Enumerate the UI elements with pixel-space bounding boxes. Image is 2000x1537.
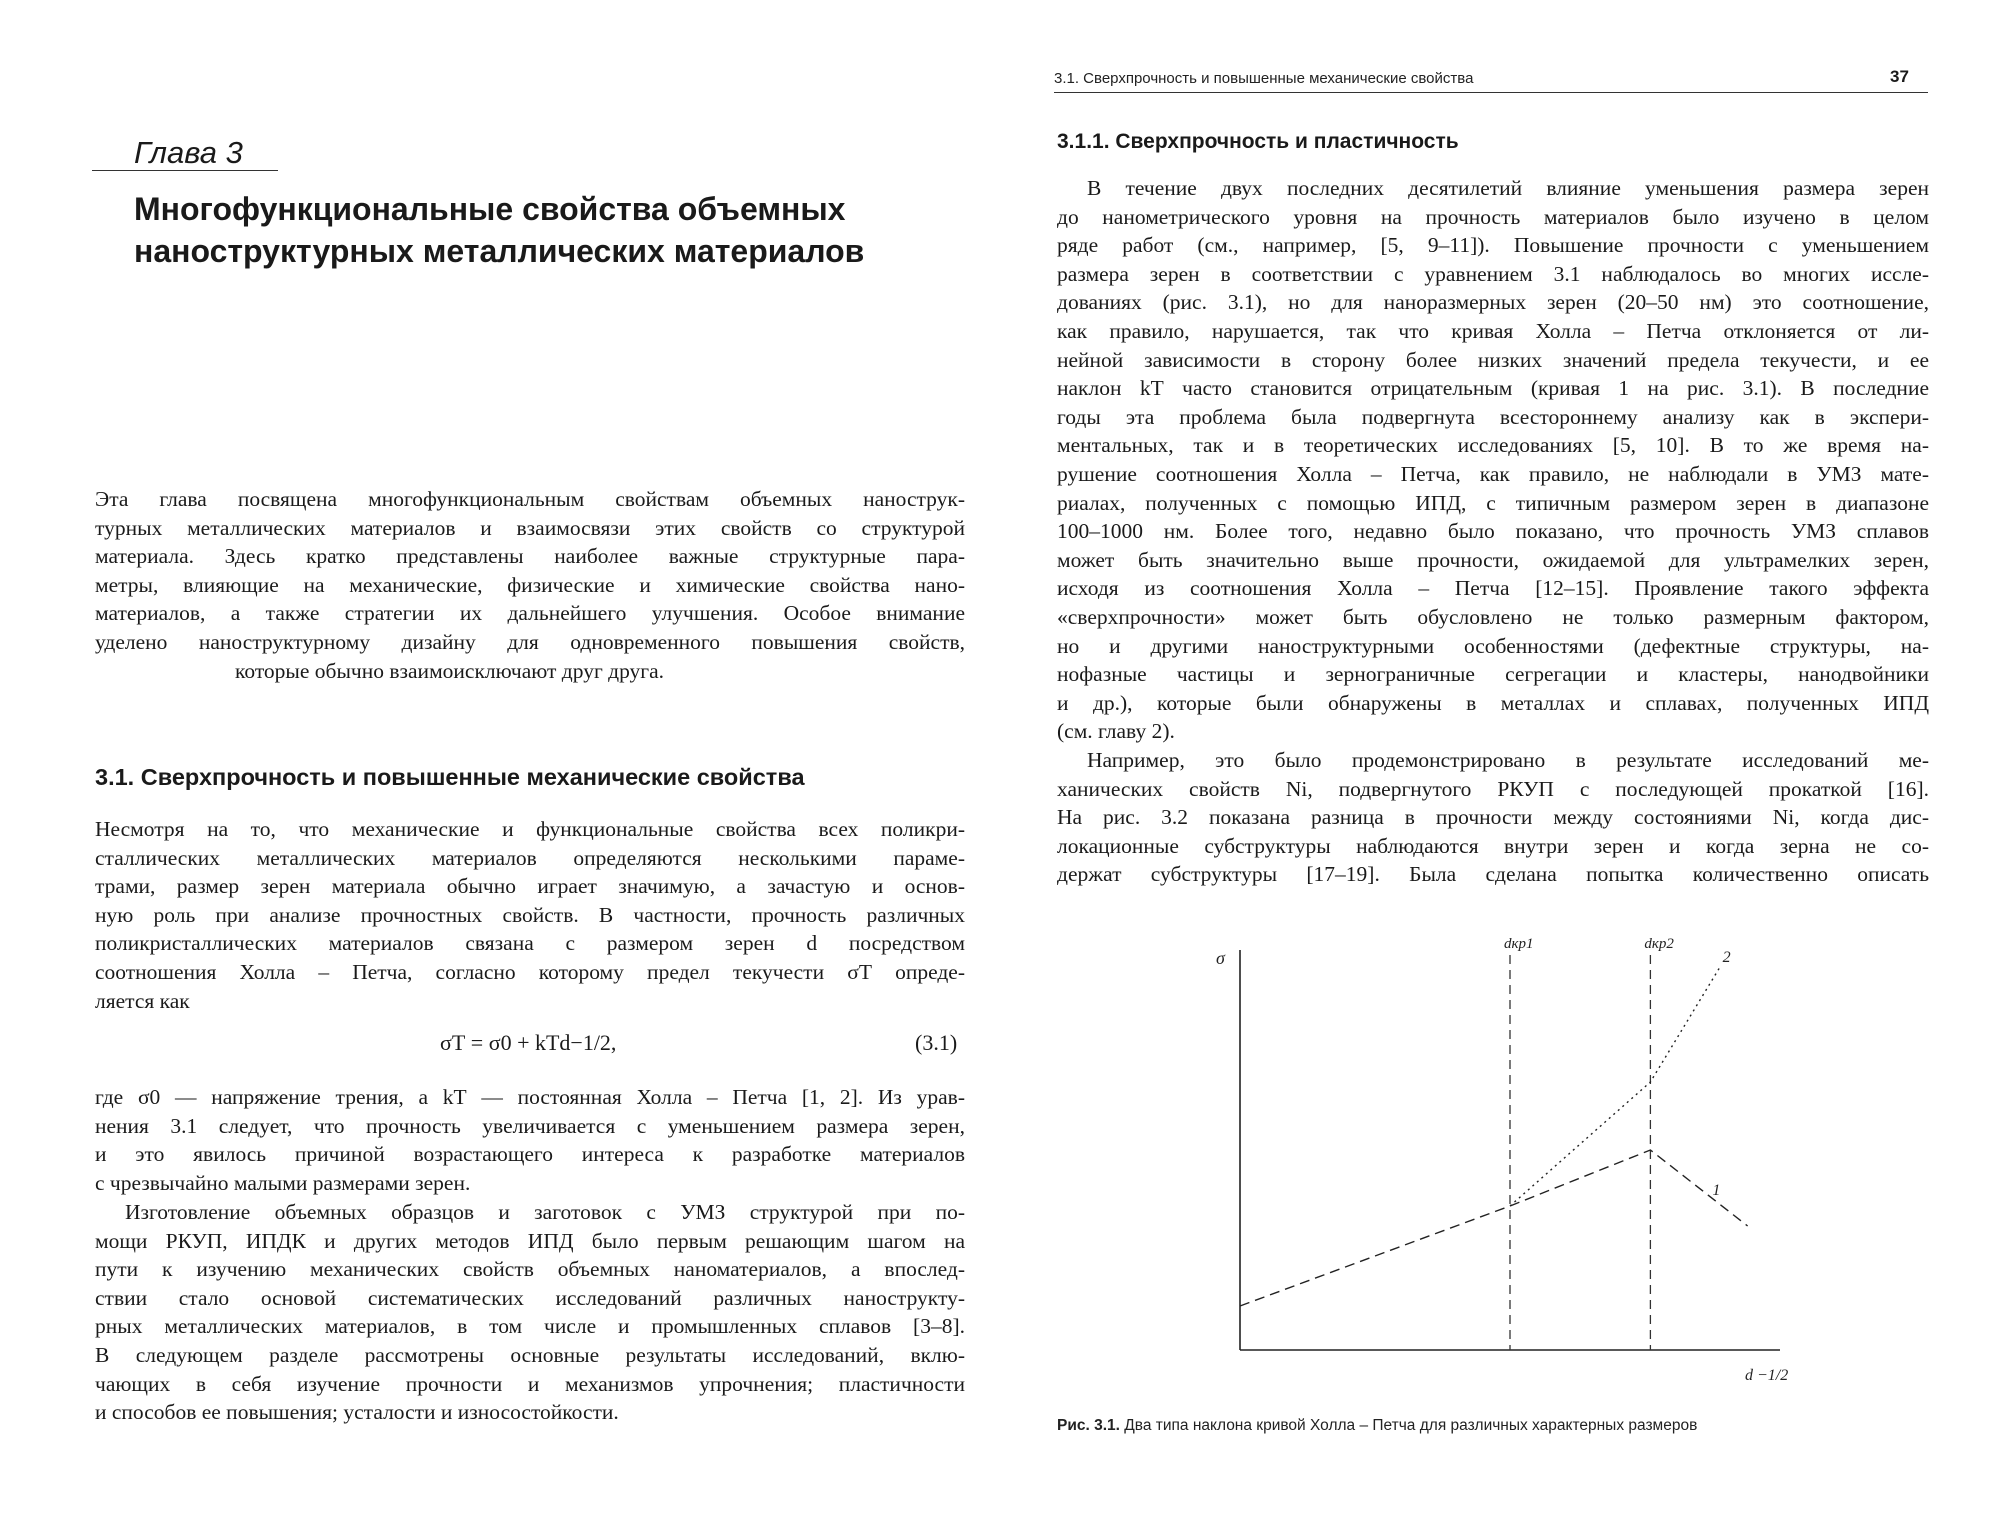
text-line: которые обычно взаимоисключают друг друга. [235, 658, 665, 683]
after-formula-paragraph [95, 1083, 965, 1197]
chapter-title-line-1: Многофункциональные свойства объемных [134, 191, 846, 227]
text-line: и это явилось причиной возрастающего интереса к разработке материалов [95, 1142, 965, 1167]
section-heading: 3.1. Сверхпрочность и повышенные механические свойства [95, 764, 805, 790]
text-line: Например, это было продемонстрировано в результате исследований ме- [1087, 748, 1929, 772]
subsection-heading: 3.1.1. Сверхпрочность и пластичность [1057, 130, 1459, 153]
text-line: ментальных, так и в теоретических исследованиях [5, 10]. В то же время на- [1057, 433, 1929, 458]
text-line: ряде работ (см., например, [5, 9–11]). Повышение прочности с уменьшением [1057, 233, 1929, 258]
text-line: Несмотря на то, что механические и функциональные свойства всех поликри- [95, 817, 965, 841]
x-axis-label: d −1/2 [1745, 1367, 1789, 1384]
text-line: может быть значительно выше прочности, ожидаемой для ультрамелких зерен, [1057, 547, 1929, 572]
chapter-title [134, 188, 894, 272]
text-line: Изготовление объемных образцов и заготовок с УМЗ структурой при по- [125, 1200, 965, 1224]
chapter-rule [92, 170, 278, 171]
running-head-rule [1054, 92, 1928, 93]
figure-caption-text: Два типа наклона кривой Холла – Петча для различных характерных размеров [1119, 1417, 1698, 1434]
text-line: 100–1000 нм. Более того, недавно было показано, что прочность УМЗ сплавов [1057, 519, 1929, 544]
text-line: но и другими наноструктурными особенностями (дефектные структуры, на- [1057, 633, 1929, 658]
paragraph-2 [95, 1198, 965, 1427]
text-line: с чрезвычайно малыми размерами зерен. [95, 1170, 471, 1195]
text-line: мощи РКУП, ИПДК и других методов ИПД было первым решающим шагом на [95, 1228, 965, 1253]
text-line: пути к изучению механических свойств объемных наноматериалов, а впослед- [95, 1257, 965, 1282]
text-line: чающих в себя изучение прочности и механизмов упрочнения; пластичности [95, 1371, 965, 1396]
chapter-title-line-2: наноструктурных металлических материалов [134, 233, 865, 269]
chapter-label: Глава 3 [134, 135, 243, 170]
text-line: нения 3.1 следует, что прочность увеличивается с уменьшением размера зерен, [95, 1113, 965, 1138]
text-line: и способов ее повышения; усталости и износостойкости. [95, 1400, 619, 1425]
critical-size-label-2: dкр2 [1644, 936, 1674, 952]
text-line: «сверхпрочности» может быть обусловлено не только размерным фактором, [1057, 604, 1929, 629]
text-line: материалов, а также стратегии их дальнейшего улучшения. Особое внимание [95, 601, 965, 626]
hall-petch-chart [1200, 930, 1800, 1410]
text-line: ную роль при анализе прочностных свойств. В частности, прочность различных [95, 902, 965, 927]
text-line: локационные субструктуры наблюдаются внутри зерен и когда зерна не со- [1057, 833, 1929, 858]
text-line: турных металлических материалов и взаимосвязи этих свойств со структурой [95, 515, 965, 540]
formula-number: (3.1) [915, 1030, 958, 1055]
text-line: до нанометрического уровня на прочность материалов было изучено в целом [1057, 204, 1929, 229]
text-line: держат субструктуры [17–19]. Была сделана попытка количественно описать [1057, 862, 1929, 887]
text-line: нофазные частицы и зернограничные сегрегации и кластеры, нанодвойники [1057, 662, 1929, 687]
text-line: наклон kТ часто становится отрицательным (кривая 1 на рис. 3.1). В последние [1057, 376, 1929, 401]
curve-1 [1240, 1150, 1748, 1306]
text-line: ханических свойств Ni, подвергнутого РКУП с последующей прокаткой [16]. [1057, 776, 1929, 801]
text-line: ствии стало основой систематических исследований различных нанострукту- [95, 1285, 965, 1310]
right-paragraph-2 [1057, 746, 1929, 889]
text-line: и др.), которые были обнаружены в металлах и сплавах, полученных ИПД [1057, 690, 1929, 715]
curve-2 [1510, 966, 1721, 1206]
text-line: (см. главу 2). [1057, 719, 1175, 744]
text-line: На рис. 3.2 показана разница в прочности между состояниями Ni, когда дис- [1057, 805, 1929, 830]
text-line: уделено наноструктурному дизайну для одновременного повышения свойств, [95, 629, 965, 654]
text-line: рных металлических материалов, в том числе и промышленных сплавов [3–8]. [95, 1314, 965, 1339]
text-line: годы эта проблема была подвергнута всестороннему анализу как в экспери- [1057, 404, 1929, 429]
running-head: 3.1. Сверхпрочность и повышенные механические свойства [1054, 70, 1474, 87]
right-paragraph-1 [1057, 174, 1929, 746]
critical-size-label-1: dкр1 [1504, 936, 1534, 952]
right-page [1000, 0, 2000, 1537]
text-line: где σ0 — напряжение трения, а kТ — постоянная Холла – Петча [1, 2]. Из урав- [95, 1085, 965, 1109]
figure-caption [1057, 1417, 1697, 1435]
section-paragraph [95, 815, 965, 1015]
text-line: Эта глава посвящена многофункциональным свойствам объемных нанострук- [95, 487, 965, 511]
text-line: трами, размер зерен материала обычно играет значимую, а зачастую и основ- [95, 874, 965, 899]
text-line: ляется как [95, 988, 190, 1013]
text-line: В течение двух последних десятилетий влияние уменьшения размера зерен [1087, 176, 1929, 200]
formula: σТ = σ0 + kТd−1/2, [440, 1030, 617, 1055]
curve-label-2: 2 [1722, 949, 1731, 966]
text-line: сталлических металлических материалов определяются несколькими параме- [95, 845, 965, 870]
text-line: метры, влияющие на механические, физические и химические свойства нано- [95, 572, 965, 597]
curve-label-1: 1 [1712, 1182, 1721, 1199]
text-line: размера зерен в соответствии с уравнением 3.1 наблюдалось во многих иссле- [1057, 261, 1929, 286]
y-axis-label: σ [1216, 948, 1225, 968]
text-line: соотношения Холла – Петча, согласно которому предел текучести σТ опреде- [95, 959, 965, 984]
text-line: дованиях (рис. 3.1), но для наноразмерных зерен (20–50 нм) это соотношение, [1057, 290, 1929, 315]
figure-caption-label: Рис. 3.1. [1057, 1417, 1120, 1434]
intro-paragraph [95, 485, 965, 685]
page-number: 37 [1890, 67, 1909, 86]
text-line: поликристаллических материалов связана с размером зерен d посредством [95, 931, 965, 956]
text-line: риалах, полученных с помощью ИПД, с типичным размером зерен в диапазоне [1057, 490, 1929, 515]
text-line: В следующем разделе рассмотрены основные результаты исследований, вклю- [95, 1342, 965, 1367]
text-line: рушение соотношения Холла – Петча, как правило, не наблюдали в УМЗ мате- [1057, 461, 1929, 486]
text-line: нейной зависимости в сторону более низких значений предела текучести, и ее [1057, 347, 1929, 372]
hall-petch-figure [1200, 930, 1800, 1410]
text-line: исходя из соотношения Холла – Петча [12–15]. Проявление такого эффекта [1057, 576, 1929, 601]
text-line: материала. Здесь кратко представлены наиболее важные структурные пара- [95, 544, 965, 569]
text-line: как правило, нарушается, так что кривая Холла – Петча отклоняется от ли- [1057, 318, 1929, 343]
